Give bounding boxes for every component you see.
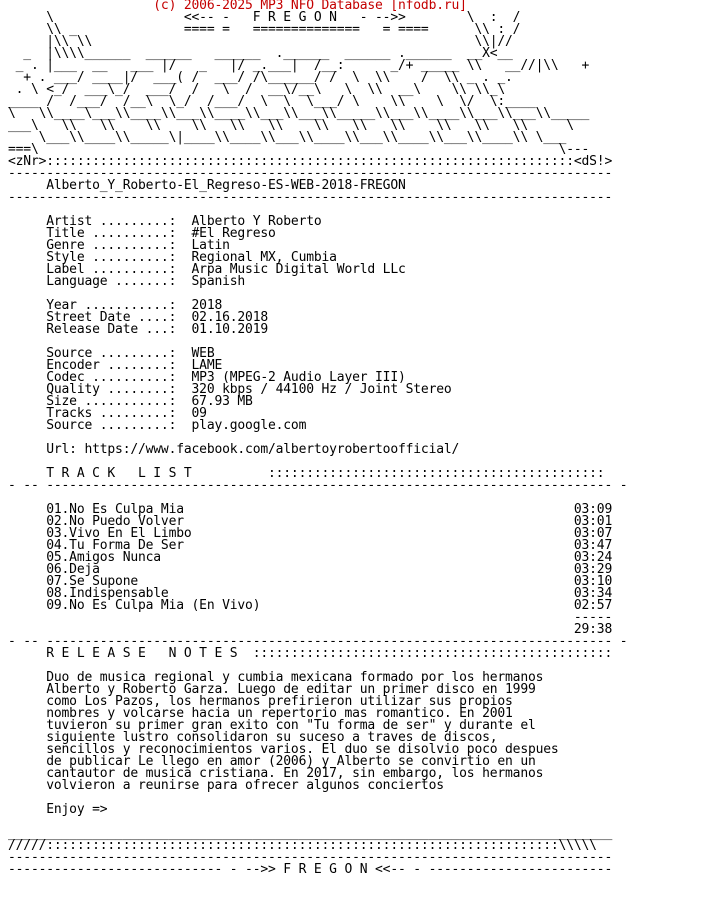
nfo-line: ----- (8, 610, 613, 625)
nfo-line: 05.Amigos Nunca 03:24 (8, 550, 613, 565)
nfo-line: como Los Pazos, los hermanos prefirieron utilizar sus propios (8, 694, 513, 709)
nfo-line: nombres y volcarse hacia un repertorio mas romantico. En 2001 (8, 706, 513, 721)
nfo-line: Enjoy => (8, 802, 108, 817)
nfo-line: 07.Se Supone 03:10 (8, 574, 613, 589)
nfo-line: cantautor de musica cristiana. En 2017, sin embargo, los hermanos (8, 766, 544, 781)
nfo-line: <zNr>:::::::::::::::::::::::::::::::::::::::::::::::::::::::::::::::::::::<dS!> (8, 154, 613, 169)
nfo-line: - -- -------------------------------------------------------------------------- - (8, 478, 628, 493)
nfo-line: Url: https://www.facebook.com/albertoyrobertoofficial/ (8, 442, 460, 457)
nfo-line: Title ..........: #El Regreso (8, 226, 276, 241)
nfo-line: |\\ \\ \\|// (8, 34, 513, 49)
nfo-line: Style ..........: Regional MX, Cumbia (8, 250, 337, 265)
nfo-line: 29:38 (8, 622, 613, 637)
nfo-line: Source .........: play.google.com (8, 418, 307, 433)
nfo-line: T R A C K L I S T :::::::::::::::::::::::::::::::::::::::::::: (8, 466, 605, 481)
nfo-line: ------------------------------------------------------------------------------- (8, 166, 613, 181)
nfo-line: _ . |___ __ ___ |/ _ |/ _.___| /__: _/+ _____ \\ __//|\\ + (8, 58, 590, 73)
nfo-line: Encoder ........: LAME (8, 358, 223, 373)
nfo-line: 06.Deja 03:29 (8, 562, 613, 577)
nfo-line: Tracks .........: 09 (8, 406, 207, 421)
nfo-line: . \ <_/ ___\_/ ___/ / \ / __\/__\ \ \\ __\ \\ \\_\ (8, 82, 506, 97)
nfo-line: 04.Tu Forma De Ser 03:47 (8, 538, 613, 553)
copyright-header[interactable]: (c) 2006-2025 MP3 NFO Database [nfodb.ru] (8, 0, 467, 13)
nfo-line: tuvieron su primer gran exito con "Tu forma de ser" y durante el (8, 718, 536, 733)
nfo-line: de publicar Le llego en amor (2006) y Alberto se convirtio en un (8, 754, 536, 769)
nfo-line: Street Date ....: 02.16.2018 (8, 310, 268, 325)
nfo-line: \\ _ ==== = ============== = ==== \\ : / (8, 22, 521, 37)
nfo-line: 08.Indispensable 03:34 (8, 586, 613, 601)
nfo-line: Quality ........: 320 kbps / 44100 Hz / Joint Stereo (8, 382, 452, 397)
nfo-line: /////:::::::::::::::::::::::::::::::::::::::::::::::::::::::::::::::::::\\\\\ (8, 838, 597, 853)
nfo-line: Duo de musica regional y cumbia mexicana formado por los hermanos (8, 670, 544, 685)
nfo-line: \ \\____\___\\____\\___\\____\\___\\___\\_____\\___\\____\\___\\___\\_____ (8, 106, 590, 121)
nfo-line: Codec ..........: MP3 (MPEG-2 Audio Layer III) (8, 370, 406, 385)
nfo-line: _______________________________________________________________________________ (8, 826, 613, 841)
nfo-line: ___\ \\ \\ \\ \\ \\ \\ \\ \\ \\ \\ \\ \\ \ (8, 118, 574, 133)
nfo-line: Release Date ...: 01.10.2019 (8, 322, 268, 337)
nfo-line: Genre ..........: Latin (8, 238, 230, 253)
nfo-line: R E L E A S E N O T E S ::::::::::::::::::::::::::::::::::::::::::::::: (8, 646, 613, 661)
nfo-line: Label ..........: Arpa Music Digital World LLc (8, 262, 406, 277)
nfo-line: - -- -------------------------------------------------------------------------- - (8, 634, 628, 649)
nfo-line: _ |\\\\______ ______ ______ .______ ______ .______ __X<__ (8, 46, 513, 61)
nfo-line: 01.No Es Culpa Mia 03:09 (8, 502, 613, 517)
nfo-line: ------------------------------------------------------------------------------- (8, 850, 613, 865)
nfo-line: ===\ \--- (8, 142, 590, 157)
nfo-line: siguiente lustro consolidaron su suceso a traves de discos, (8, 730, 498, 745)
nfo-line: volvieron a reunirse para ofrecer algunos conciertos (8, 778, 444, 793)
nfo-line: ------------------------------------------------------------------------------- (8, 190, 613, 205)
nfo-line: \___\\____\\_____\|____\\____\\___\\____\\___\\____\\___\\____\\ \___ (8, 130, 567, 145)
nfo-line: + . ___/ ____|/ ___( / ___/ /\______/ / \ \\ / \\ _ . _. (8, 70, 513, 85)
nfo-line: Language .......: Spanish (8, 274, 246, 289)
nfo-line: sencillos y reconocimientos varios. El duo se disolvio poco despues (8, 742, 559, 757)
nfo-line: \ <<-- - F R E G O N - -->> \ : / (8, 10, 521, 25)
nfo-line: 02.No Puedo Volver 03:01 (8, 514, 613, 529)
nfo-line: Alberto y Roberto Garza. Luego de editar un primer disco en 1999 (8, 682, 536, 697)
nfo-line: ---------------------------- - -->> F R E G O N <<-- - ------------------------ (8, 862, 613, 877)
nfo-line: Size ...........: 67.93 MB (8, 394, 253, 409)
nfo-line: Artist .........: Alberto Y Roberto (8, 214, 322, 229)
nfo-line: Alberto_Y_Roberto-El_Regreso-ES-WEB-2018-FREGON (8, 178, 406, 193)
nfo-line: Source .........: WEB (8, 346, 215, 361)
nfo-line: ____ / /___/ /__\ \_/ /___/ \ \ \___/ \ \\ \ \/ \:____ (8, 94, 536, 109)
nfo-line: 03.Vivo En El Limbo 03:07 (8, 526, 613, 541)
nfo-line: 09.No Es Culpa Mia (En Vivo) 02:57 (8, 598, 613, 613)
nfo-text (8, 0, 627, 876)
nfo-line: Year ...........: 2018 (8, 298, 223, 313)
